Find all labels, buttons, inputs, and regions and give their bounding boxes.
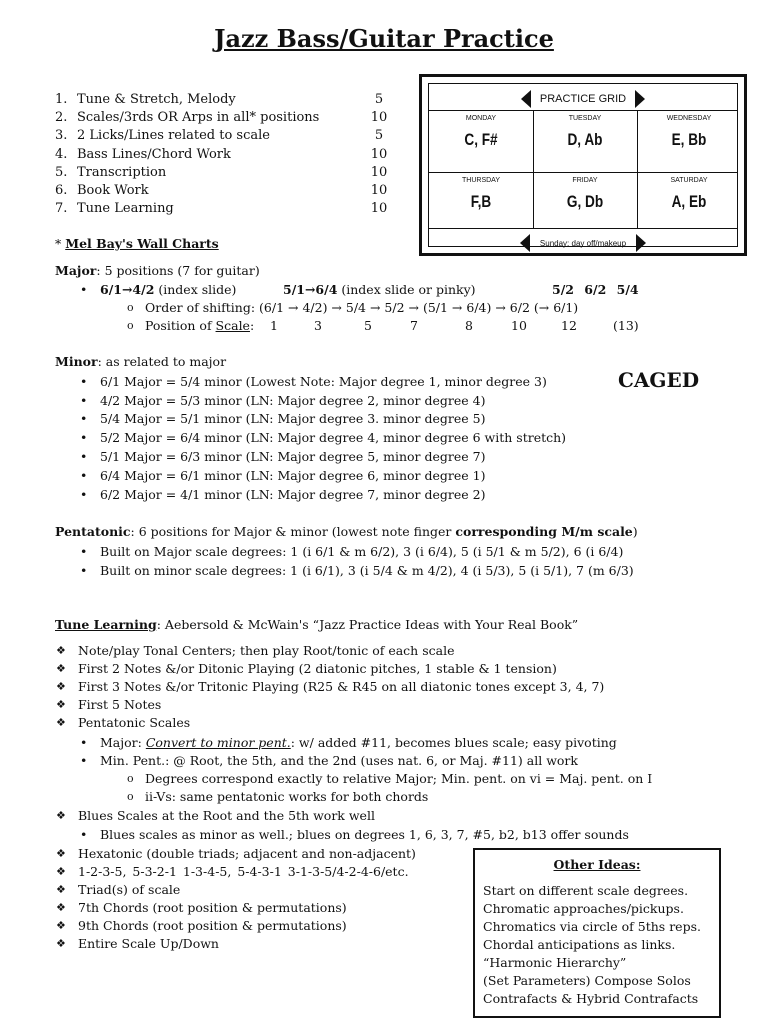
list-item: ❖ Note/play Tonal Centers; then play Root/tonic of each scale — [78, 643, 454, 658]
list-item: • 4/2 Major = 5/3 minor (LN: Major degree 2, minor degree 4) — [100, 393, 485, 408]
list-item: 5. Transcription — [55, 165, 167, 180]
arrow-right-icon — [635, 90, 645, 108]
list-item: ❖ First 3 Notes &/or Tritonic Playing (R25 & R45 on all diatonic tones except 3, 4, 7) — [78, 679, 604, 694]
major-heading: Major: 5 positions (7 for guitar) — [55, 263, 260, 278]
scale-number: 10 — [511, 318, 527, 333]
list-item: ❖ 9th Chords (root position & permutations) — [78, 918, 347, 933]
pentatonic-heading: Pentatonic: 6 positions for Major & minor (lowest note finger corresponding M/m scale) — [55, 524, 638, 539]
list-item: • Built on minor scale degrees: 1 (i 6/1), 3 (i 5/4 & m 4/2), 4 (i 5/3), 5 (i 5/1), 7 (m 6/3) — [100, 563, 634, 578]
list-item: ❖ Triad(s) of scale — [78, 882, 180, 897]
tune-learning-heading: Tune Learning: Aebersold & McWain's “Jazz Practice Ideas with Your Real Book” — [55, 617, 579, 632]
list-item: 3. 2 Licks/Lines related to scale — [55, 128, 270, 143]
list-item: • Major: Convert to minor pent.: w/ added #11, becomes blues scale; easy pivoting — [100, 735, 617, 750]
list-item: • 5/4 Major = 5/1 minor (LN: Major degree 3. minor degree 5) — [100, 411, 485, 426]
list-item-minutes: 10 — [370, 183, 388, 198]
scale-number: 5 — [364, 318, 372, 333]
list-item-minutes: 5 — [374, 92, 384, 107]
list-item: ❖ 1-2-3-5, 5-3-2-1 1-3-4-5, 5-4-3-1 3-1-3-5/4-2-4-6/etc. — [78, 864, 409, 879]
scale-number: 1 — [270, 318, 278, 333]
list-item: • Blues scales as minor as well.; blues on degrees 1, 6, 3, 7, #5, b2, b13 offer sounds — [100, 827, 629, 842]
grid-day-cell: WEDNESDAY E, Bb — [666, 115, 712, 149]
order-of-shifting: o Order of shifting: (6/1 → 4/2) → 5/4 → 5/2 → (5/1 → 6/4) → 6/2 (→ 6/1) — [145, 300, 578, 315]
practice-grid-footer: Sunday: day off/makeup — [429, 234, 737, 252]
list-item-minutes: 5 — [374, 128, 384, 143]
caged-label: CAGED — [618, 368, 700, 392]
list-item-minutes: 10 — [370, 165, 388, 180]
list-item: (Set Parameters) Compose Solos — [483, 973, 691, 988]
scale-number: (13) — [613, 318, 639, 333]
wall-charts-note: * Mel Bay's Wall Charts — [55, 236, 219, 251]
other-ideas-box — [473, 848, 721, 1018]
major-positions-b: 5/1→6/4 (index slide or pinky) — [283, 282, 476, 297]
scale-number: 3 — [314, 318, 322, 333]
list-item: o Degrees correspond exactly to relative Major; Min. pent. on vi = Maj. pent. on I — [145, 771, 652, 786]
grid-day-cell: MONDAY C, F# — [464, 115, 498, 149]
list-item: 4. Bass Lines/Chord Work — [55, 147, 231, 162]
arrow-right-icon — [636, 234, 646, 252]
list-item-minutes: 10 — [370, 110, 388, 125]
major-positions-c: 5/2 6/2 5/4 — [552, 282, 639, 297]
list-item: ❖ Pentatonic Scales — [78, 715, 190, 730]
grid-day-cell: TUESDAY D, Ab — [567, 115, 603, 149]
list-item: 1. Tune & Stretch, Melody — [55, 92, 236, 107]
scale-number: 8 — [465, 318, 473, 333]
list-item: • Min. Pent.: @ Root, the 5th, and the 2nd (uses nat. 6, or Maj. #11) all work — [100, 753, 578, 768]
practice-grid — [419, 74, 747, 256]
list-item: Chordal anticipations as links. — [483, 937, 676, 952]
list-item-minutes: 10 — [370, 201, 388, 216]
grid-day-cell: FRIDAY G, Db — [566, 177, 604, 211]
list-item: 7. Tune Learning — [55, 201, 174, 216]
minor-heading: Minor: as related to major — [55, 354, 227, 369]
list-item: • Built on Major scale degrees: 1 (i 6/1 & m 6/2), 3 (i 6/4), 5 (i 5/1 & m 5/2), 6 (i 6/4) — [100, 544, 623, 559]
arrow-left-icon — [520, 234, 530, 252]
list-item: ❖ First 5 Notes — [78, 697, 161, 712]
practice-grid-header: PRACTICE GRID — [429, 90, 737, 108]
position-of-scale: o Position of Scale: — [145, 318, 254, 333]
list-item: • 6/2 Major = 4/1 minor (LN: Major degree 7, minor degree 2) — [100, 487, 485, 502]
list-item: 2. Scales/3rds OR Arps in all* positions — [55, 110, 320, 125]
list-item: • 6/4 Major = 6/1 minor (LN: Major degree 6, minor degree 1) — [100, 468, 485, 483]
list-item: Chromatics via circle of 5ths reps. — [483, 919, 701, 934]
list-item: 6. Book Work — [55, 183, 149, 198]
list-item: • 5/1 Major = 6/3 minor (LN: Major degree 5, minor degree 7) — [100, 449, 485, 464]
list-item: ❖ 7th Chords (root position & permutations) — [78, 900, 347, 915]
list-item: Start on different scale degrees. — [483, 883, 689, 898]
other-ideas-heading: Other Ideas: — [553, 857, 641, 872]
list-item: ❖ Entire Scale Up/Down — [78, 936, 219, 951]
list-item: “Harmonic Hierarchy” — [483, 955, 627, 970]
list-item: • 6/1 Major = 5/4 minor (Lowest Note: Major degree 1, minor degree 3) — [100, 374, 547, 389]
list-item: o ii-Vs: same pentatonic works for both chords — [145, 789, 428, 804]
list-item: ❖ Blues Scales at the Root and the 5th work well — [78, 808, 375, 823]
page-title: Jazz Bass/Guitar Practice — [214, 24, 554, 53]
grid-day-cell: THURSDAY F,B — [462, 177, 500, 211]
list-item: • 5/2 Major = 6/4 minor (LN: Major degree 4, minor degree 6 with stretch) — [100, 430, 566, 445]
arrow-left-icon — [521, 90, 531, 108]
scale-number: 7 — [410, 318, 418, 333]
major-positions: • 6/1→4/2 (index slide) — [100, 282, 236, 297]
scale-number: 12 — [561, 318, 577, 333]
list-item: ❖ First 2 Notes &/or Ditonic Playing (2 diatonic pitches, 1 stable & 1 tension) — [78, 661, 557, 676]
list-item: ❖ Hexatonic (double triads; adjacent and non-adjacent) — [78, 846, 416, 861]
list-item: Contrafacts & Hybrid Contrafacts — [483, 991, 699, 1006]
grid-day-cell: SATURDAY A, Eb — [670, 177, 708, 211]
list-item-minutes: 10 — [370, 147, 388, 162]
list-item: Chromatic approaches/pickups. — [483, 901, 684, 916]
